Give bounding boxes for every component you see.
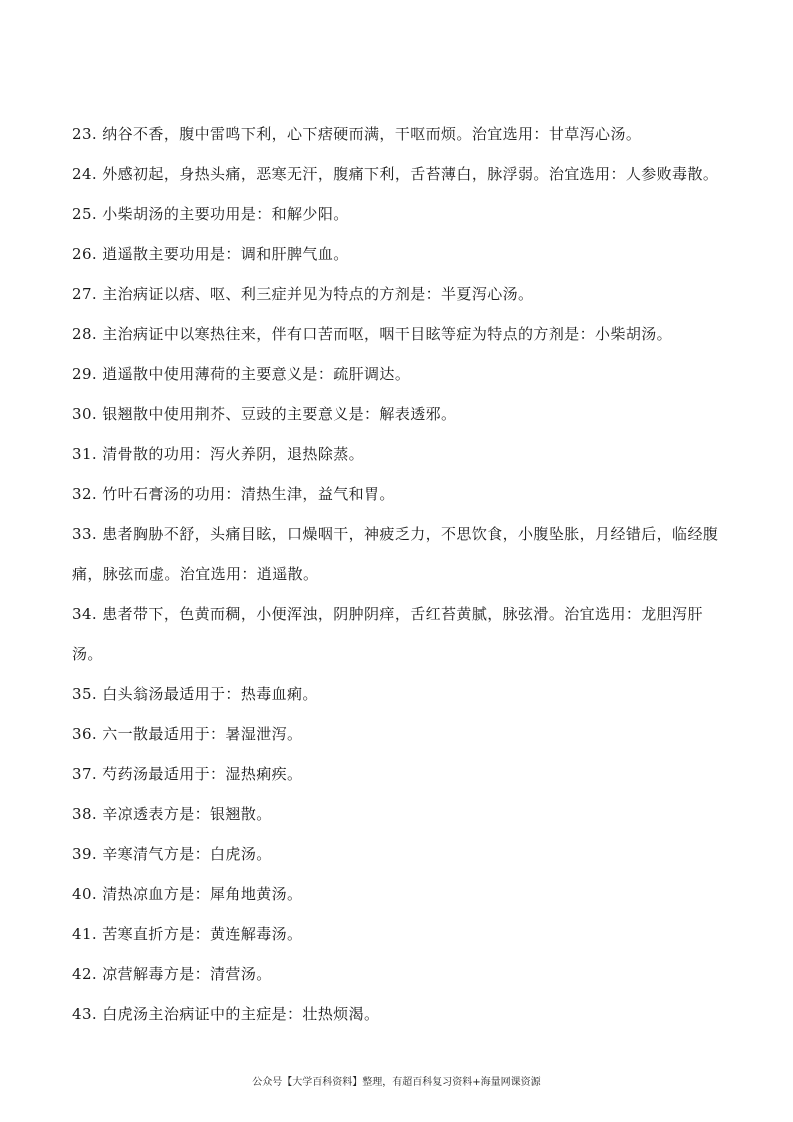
item-number: 41. bbox=[72, 925, 98, 943]
item-text: 纳谷不香，腹中雷鸣下利，心下痞硬而满，干呕而烦。治宜选用：甘草泻心汤。 bbox=[102, 125, 642, 143]
item-text: 六一散最适用于：暑湿泄泻。 bbox=[102, 725, 303, 743]
item-text: 竹叶石膏汤的功用：清热生津，益气和胃。 bbox=[102, 485, 395, 503]
item-text: 辛凉透表方是：银翘散。 bbox=[102, 805, 272, 823]
item-number: 37. bbox=[72, 765, 98, 783]
list-item bbox=[72, 234, 720, 274]
item-number: 32. bbox=[72, 485, 98, 503]
item-number: 30. bbox=[72, 405, 98, 423]
item-text: 患者胸胁不舒，头痛目眩，口燥咽干，神疲乏力，不思饮食，小腹坠胀，月经错后，临经腹痛，脉弦而虚。治宜选用：逍遥散。 bbox=[72, 525, 719, 583]
list-item bbox=[72, 274, 720, 314]
item-number: 42. bbox=[72, 965, 98, 983]
list-item bbox=[72, 954, 720, 994]
list-item bbox=[72, 154, 720, 194]
list-item bbox=[72, 674, 720, 714]
item-text: 银翘散中使用荆芥、豆豉的主要意义是：解表透邪。 bbox=[102, 405, 457, 423]
item-text: 逍遥散主要功用是：调和肝脾气血。 bbox=[102, 245, 349, 263]
item-number: 26. bbox=[72, 245, 98, 263]
item-text: 清骨散的功用：泻火养阴，退热除蒸。 bbox=[102, 445, 365, 463]
item-text: 清热凉血方是：犀角地黄汤。 bbox=[102, 885, 303, 903]
item-number: 31. bbox=[72, 445, 98, 463]
item-text: 辛寒清气方是：白虎汤。 bbox=[102, 845, 272, 863]
question-list bbox=[72, 114, 720, 1034]
item-number: 27. bbox=[72, 285, 98, 303]
item-number: 40. bbox=[72, 885, 98, 903]
item-text: 主治病证以痞、呕、利三症并见为特点的方剂是：半夏泻心汤。 bbox=[102, 285, 534, 303]
list-item bbox=[72, 874, 720, 914]
page-footer: 公众号【大学百科资料】整理，有超百科复习资料+海量网课资源 bbox=[252, 1077, 541, 1088]
list-item bbox=[72, 794, 720, 834]
list-item bbox=[72, 314, 720, 354]
item-number: 33. bbox=[72, 525, 98, 543]
item-number: 35. bbox=[72, 685, 98, 703]
item-number: 34. bbox=[72, 605, 98, 623]
item-number: 43. bbox=[72, 1005, 98, 1023]
list-item bbox=[72, 474, 720, 514]
list-item bbox=[72, 394, 720, 434]
item-number: 24. bbox=[72, 165, 98, 183]
item-number: 29. bbox=[72, 365, 98, 383]
list-item bbox=[72, 754, 720, 794]
item-number: 39. bbox=[72, 845, 98, 863]
item-number: 28. bbox=[72, 325, 98, 343]
list-item bbox=[72, 594, 720, 674]
item-text: 白虎汤主治病证中的主症是：壮热烦渴。 bbox=[102, 1005, 380, 1023]
item-number: 25. bbox=[72, 205, 98, 223]
item-text: 主治病证中以寒热往来，伴有口苦而呕，咽干目眩等症为特点的方剂是：小柴胡汤。 bbox=[102, 325, 673, 343]
list-item bbox=[72, 434, 720, 474]
list-item bbox=[72, 514, 720, 594]
list-item bbox=[72, 994, 720, 1034]
list-item bbox=[72, 714, 720, 754]
list-item bbox=[72, 114, 720, 154]
item-text: 凉营解毒方是：清营汤。 bbox=[102, 965, 272, 983]
item-number: 36. bbox=[72, 725, 98, 743]
item-text: 白头翁汤最适用于：热毒血痢。 bbox=[102, 685, 318, 703]
list-item bbox=[72, 834, 720, 874]
item-number: 23. bbox=[72, 125, 98, 143]
item-text: 逍遥散中使用薄荷的主要意义是：疏肝调达。 bbox=[102, 365, 411, 383]
list-item bbox=[72, 914, 720, 954]
item-text: 苦寒直折方是：黄连解毒汤。 bbox=[102, 925, 303, 943]
item-text: 芍药汤最适用于：湿热痢疾。 bbox=[102, 765, 303, 783]
item-text: 外感初起，身热头痛，恶寒无汗，腹痛下利，舌苔薄白，脉浮弱。治宜选用：人参败毒散。 bbox=[102, 165, 719, 183]
list-item bbox=[72, 354, 720, 394]
list-item bbox=[72, 194, 720, 234]
item-text: 小柴胡汤的主要功用是：和解少阳。 bbox=[102, 205, 349, 223]
item-text: 患者带下，色黄而稠，小便浑浊，阴肿阴痒，舌红苔黄腻，脉弦滑。治宜选用：龙胆泻肝汤。 bbox=[72, 605, 703, 663]
item-number: 38. bbox=[72, 805, 98, 823]
